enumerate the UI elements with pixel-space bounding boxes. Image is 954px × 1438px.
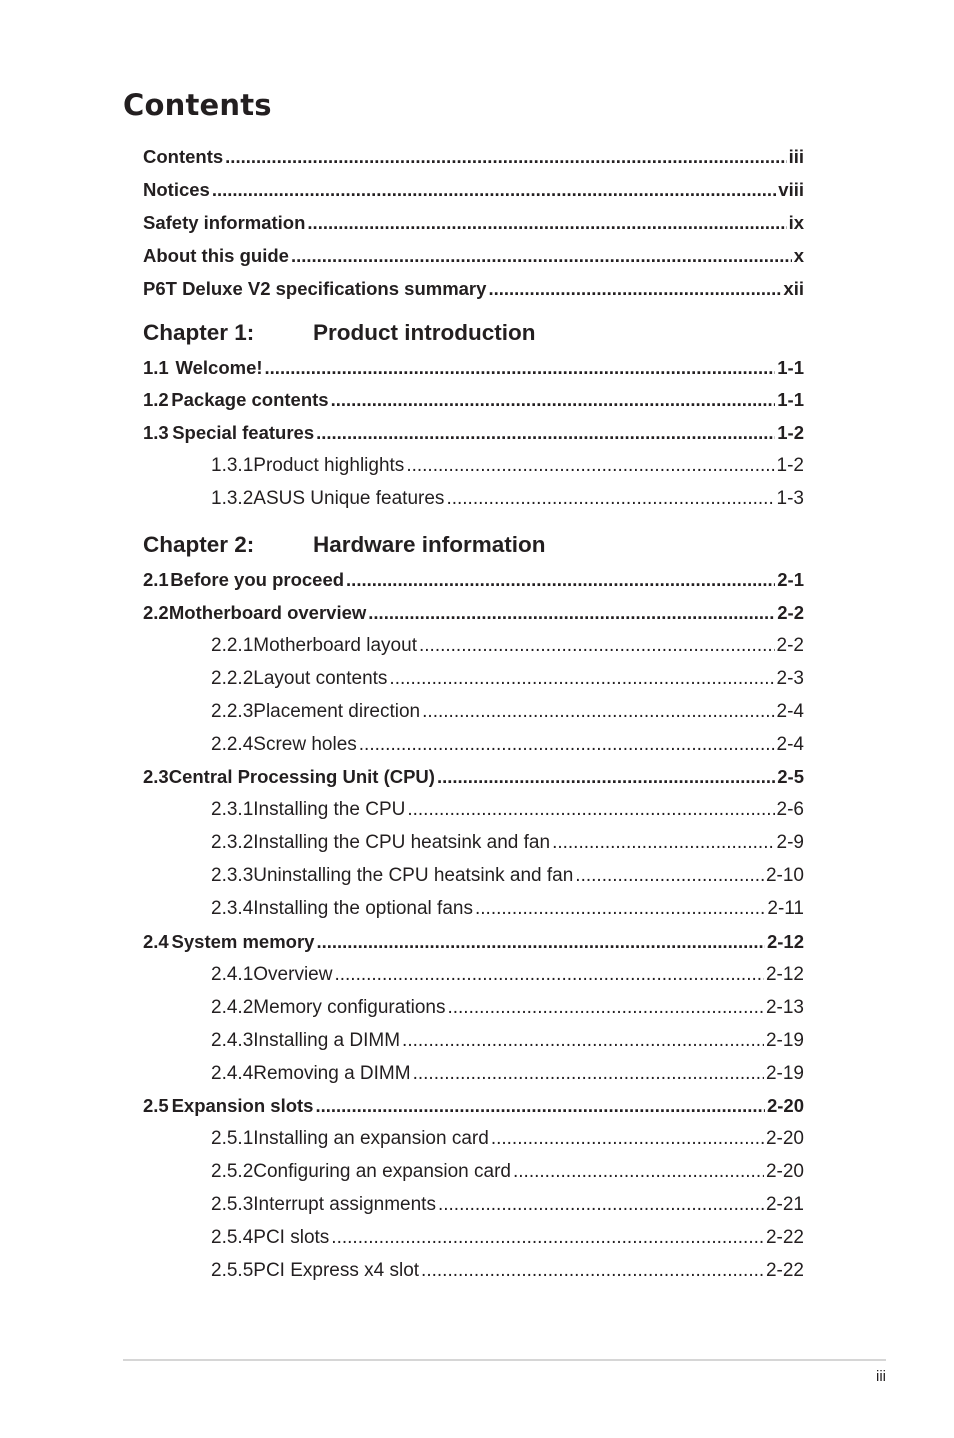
dot-leader xyxy=(402,1029,764,1053)
entry-number: 2.4.3 xyxy=(211,1029,254,1051)
entry-page: 2-11 xyxy=(767,898,804,919)
entry-number: 2.4.2 xyxy=(211,996,254,1018)
entry-page: 1-2 xyxy=(776,455,804,477)
toc-subsection-entry[interactable] xyxy=(143,1127,804,1151)
entry-page: x xyxy=(793,244,804,266)
dot-leader xyxy=(316,930,765,954)
entry-label: Contents xyxy=(143,146,224,167)
entry-page: xii xyxy=(783,277,804,299)
entry-number: 2.5.5 xyxy=(211,1259,254,1281)
dot-leader xyxy=(331,388,776,412)
chapter-number: Chapter 2: xyxy=(143,532,255,557)
entry-label: Installing the CPU heatsink and fan xyxy=(253,832,551,854)
entry-page: 2-20 xyxy=(765,1161,804,1183)
entry-number: 2.2.3 xyxy=(211,700,254,722)
entry-page: 2-13 xyxy=(765,996,804,1018)
page-title: Contents xyxy=(123,88,272,122)
entry-label: Uninstalling the CPU heatsink and fan xyxy=(253,865,574,887)
entry-label: Central Processing Unit (CPU) xyxy=(168,766,435,788)
entry-label: Package contents xyxy=(171,389,329,411)
entry-label: Notices xyxy=(143,178,210,200)
entry-number: 2.2.4 xyxy=(211,733,254,755)
dot-leader xyxy=(225,145,786,169)
toc-subsection-entry[interactable] xyxy=(143,667,804,691)
dot-leader xyxy=(359,733,775,757)
entry-page: 1-3 xyxy=(776,488,804,510)
dot-leader xyxy=(447,996,764,1020)
toc-subsection-entry[interactable] xyxy=(143,1029,804,1053)
entry-label: Product highlights xyxy=(253,455,405,477)
entry-page: 2-10 xyxy=(765,865,804,887)
entry-number: 1.2 xyxy=(143,389,169,411)
entry-number: 2.2.1 xyxy=(211,634,254,656)
toc-subsection-entry[interactable] xyxy=(143,634,804,658)
dot-leader xyxy=(513,1160,764,1184)
entry-page: 2-20 xyxy=(766,1095,804,1117)
dot-leader xyxy=(265,356,776,380)
dot-leader xyxy=(389,667,774,691)
entry-label: Installing a DIMM xyxy=(253,1029,401,1051)
entry-label: Layout contents xyxy=(253,667,388,689)
entry-label: About this guide xyxy=(143,244,289,266)
dot-leader xyxy=(346,568,775,592)
toc-front-entry[interactable] xyxy=(143,211,804,235)
entry-number: 1.3 xyxy=(143,422,169,444)
toc-subsection-entry[interactable] xyxy=(143,1193,804,1217)
dot-leader xyxy=(307,211,786,235)
toc-subsection-entry[interactable] xyxy=(143,487,804,511)
dot-leader xyxy=(446,487,774,511)
entry-number: 1.3.2 xyxy=(211,488,254,510)
dot-leader xyxy=(491,1127,764,1151)
dot-leader xyxy=(421,1259,764,1283)
entry-number: 2.5 xyxy=(143,1095,169,1117)
dot-leader xyxy=(407,798,774,822)
entry-number: 2.4.1 xyxy=(211,963,254,985)
toc-subsection-entry[interactable] xyxy=(143,1226,804,1250)
toc-subsection-entry[interactable] xyxy=(143,798,804,822)
entry-page: 2-19 xyxy=(765,1029,804,1051)
entry-label: Motherboard overview xyxy=(168,601,367,623)
toc-subsection-entry[interactable] xyxy=(143,733,804,757)
toc-subsection-entry[interactable] xyxy=(143,996,804,1020)
entry-number: 2.3.3 xyxy=(211,865,254,887)
entry-label: P6T Deluxe V2 specifications summary xyxy=(143,277,487,299)
entry-label: Motherboard layout xyxy=(253,634,417,656)
entry-label: ASUS Unique features xyxy=(253,488,445,510)
toc-section-entry[interactable] xyxy=(143,388,804,412)
entry-number: 2.2 xyxy=(143,601,169,623)
entry-number: 1.3.1 xyxy=(211,455,254,477)
toc-subsection-entry[interactable] xyxy=(143,454,804,478)
dot-leader xyxy=(438,1193,764,1217)
entry-label: Installing the optional fans xyxy=(253,898,473,919)
dot-leader xyxy=(212,178,776,202)
toc-front-entry[interactable] xyxy=(143,244,804,268)
entry-page: 2-5 xyxy=(777,766,804,788)
dot-leader xyxy=(419,634,775,658)
entry-number: 2.5.1 xyxy=(211,1128,254,1150)
entry-label: Expansion slots xyxy=(171,1095,314,1117)
toc-front-entry[interactable] xyxy=(143,277,804,301)
entry-label: Welcome! xyxy=(175,356,263,378)
entry-number: 2.4.4 xyxy=(211,1062,254,1084)
entry-number: 1.1 xyxy=(143,356,169,378)
chapter-heading xyxy=(143,318,804,348)
toc-section-entry[interactable] xyxy=(143,421,804,445)
entry-page: 2-22 xyxy=(765,1227,804,1248)
entry-page: 2-6 xyxy=(776,799,804,821)
toc-subsection-entry[interactable] xyxy=(143,897,804,921)
dot-leader xyxy=(406,454,774,478)
entry-label: Removing a DIMM xyxy=(253,1062,411,1084)
entry-label: Safety information xyxy=(143,211,306,233)
entry-label: Installing an expansion card xyxy=(253,1128,489,1150)
toc-subsection-entry[interactable] xyxy=(143,1062,804,1086)
entry-label: Overview xyxy=(253,963,333,985)
entry-page: 2-19 xyxy=(765,1062,804,1084)
toc-subsection-entry[interactable] xyxy=(143,963,804,987)
dot-leader xyxy=(488,277,781,301)
entry-page: viii xyxy=(778,178,804,200)
entry-number: 2.3.2 xyxy=(211,832,254,854)
entry-number: 2.5.4 xyxy=(211,1227,254,1248)
entry-label: PCI slots xyxy=(253,1227,330,1248)
dot-leader xyxy=(413,1062,764,1086)
toc-subsection-entry[interactable] xyxy=(143,864,804,888)
entry-number: 2.3.1 xyxy=(211,799,254,821)
dot-leader xyxy=(437,765,775,789)
entry-label: Before you proceed xyxy=(170,569,345,590)
dot-leader xyxy=(422,700,774,724)
entry-page: iii xyxy=(788,146,804,167)
dot-leader xyxy=(315,1094,765,1118)
dot-leader xyxy=(552,831,774,855)
entry-number: 2.1 xyxy=(143,569,169,590)
entry-page: 1-2 xyxy=(777,422,804,444)
entry-page: 2-3 xyxy=(776,667,804,689)
entry-label: Screw holes xyxy=(253,733,357,755)
entry-page: 2-22 xyxy=(765,1259,804,1281)
toc-front-entry[interactable] xyxy=(143,178,804,202)
toc-section-entry[interactable] xyxy=(143,1094,804,1118)
entry-page: 2-20 xyxy=(765,1128,804,1150)
dot-leader xyxy=(368,601,775,625)
chapter-number: Chapter 1: xyxy=(143,319,255,345)
entry-page: ix xyxy=(788,211,804,233)
entry-label: Configuring an expansion card xyxy=(253,1161,511,1183)
entry-page: 2-4 xyxy=(776,733,804,755)
dot-leader xyxy=(575,864,764,888)
entry-label: Special features xyxy=(172,422,315,444)
footer-divider xyxy=(123,1359,886,1361)
entry-number: 2.4 xyxy=(143,930,169,952)
toc-subsection-entry[interactable] xyxy=(143,1259,804,1283)
entry-page: 2-2 xyxy=(777,601,804,623)
entry-page: 2-2 xyxy=(776,634,804,656)
entry-number: 2.5.3 xyxy=(211,1194,254,1216)
entry-page: 2-12 xyxy=(765,963,804,985)
chapter-title: Product introduction xyxy=(313,319,536,345)
entry-page: 2-9 xyxy=(776,832,804,854)
dot-leader xyxy=(334,963,764,987)
dot-leader xyxy=(316,421,775,445)
dot-leader xyxy=(475,897,765,921)
toc-section-entry[interactable] xyxy=(143,356,804,380)
entry-page: 1-1 xyxy=(777,389,804,411)
entry-number: 2.2.2 xyxy=(211,667,254,689)
entry-page: 2-1 xyxy=(777,569,804,590)
toc-section-entry[interactable] xyxy=(143,601,804,625)
toc-section-entry[interactable] xyxy=(143,568,804,592)
toc-section-entry[interactable] xyxy=(143,930,804,954)
entry-page: 2-21 xyxy=(765,1194,804,1216)
toc-front-entry[interactable] xyxy=(143,145,804,169)
dot-leader xyxy=(331,1226,764,1250)
entry-label: Interrupt assignments xyxy=(253,1194,436,1216)
entry-label: Placement direction xyxy=(253,700,421,722)
entry-number: 2.3.4 xyxy=(211,898,254,919)
entry-page: 2-4 xyxy=(776,700,804,722)
toc-subsection-entry[interactable] xyxy=(143,1160,804,1184)
entry-label: Memory configurations xyxy=(253,996,446,1018)
toc-subsection-entry[interactable] xyxy=(143,700,804,724)
toc-subsection-entry[interactable] xyxy=(143,831,804,855)
entry-label: System memory xyxy=(171,930,315,952)
entry-page: 1-1 xyxy=(777,356,804,378)
chapter-heading xyxy=(143,530,804,560)
toc-section-entry[interactable] xyxy=(143,765,804,789)
dot-leader xyxy=(291,244,792,268)
entry-page: 2-12 xyxy=(766,930,804,952)
chapter-title: Hardware information xyxy=(313,532,546,557)
page-number: iii xyxy=(876,1368,886,1385)
entry-number: 2.3 xyxy=(143,766,169,788)
entry-number: 2.5.2 xyxy=(211,1161,254,1183)
entry-label: PCI Express x4 slot xyxy=(253,1259,420,1281)
entry-label: Installing the CPU xyxy=(253,799,406,821)
